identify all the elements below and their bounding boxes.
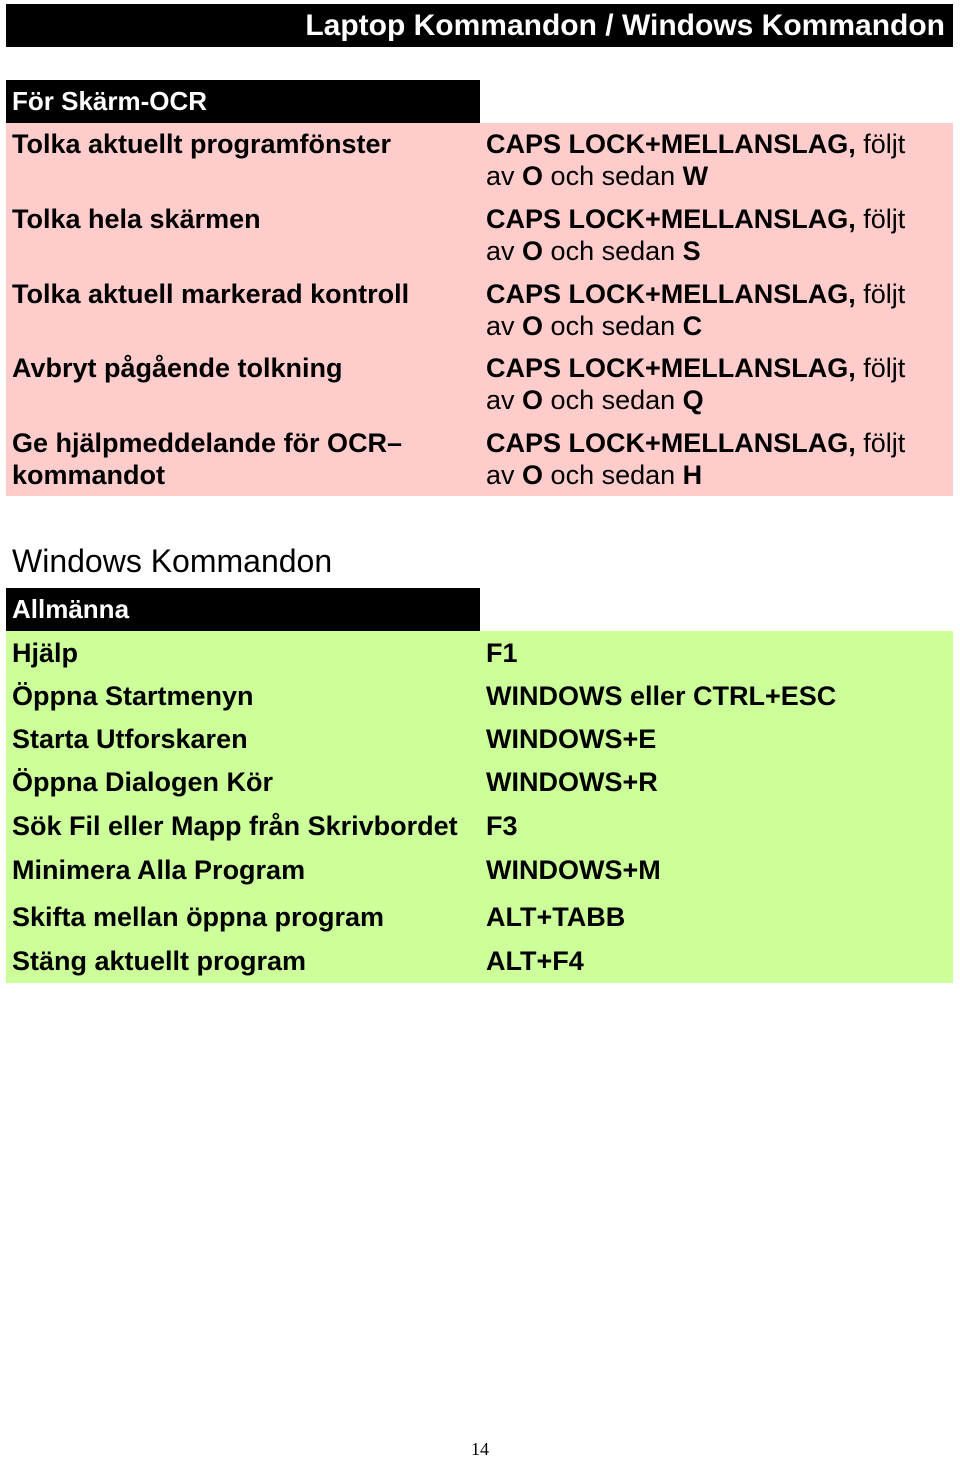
ocr-heading-text: För Skärm-OCR bbox=[12, 86, 208, 116]
command-label: Stäng aktuellt program bbox=[12, 946, 307, 976]
page-title: Laptop Kommandon / Windows Kommandon bbox=[305, 9, 945, 42]
command-label: Skifta mellan öppna program bbox=[12, 902, 385, 932]
shortcut-keys: CAPS LOCK+MELLANSLAG, följt av O och sedan S bbox=[486, 204, 906, 266]
shortcut-keys: ALT+TABB bbox=[486, 902, 626, 932]
shortcut-keys: CAPS LOCK+MELLANSLAG, följt av O och sedan C bbox=[486, 279, 906, 341]
command-label: Öppna Dialogen Kör bbox=[12, 767, 274, 797]
ocr-section-heading bbox=[6, 80, 480, 123]
shortcut-keys: F1 bbox=[486, 638, 518, 668]
ocr-command-table bbox=[6, 123, 953, 496]
command-label: Hjälp bbox=[12, 638, 79, 668]
command-label: Tolka hela skärmen bbox=[12, 204, 261, 234]
shortcut-keys: CAPS LOCK+MELLANSLAG, följt av O och sedan Q bbox=[486, 353, 906, 415]
page-header bbox=[6, 4, 953, 47]
windows-command-table bbox=[6, 631, 953, 983]
command-label: Öppna Startmenyn bbox=[12, 681, 254, 711]
shortcut-keys: WINDOWS eller CTRL+ESC bbox=[486, 681, 837, 711]
command-label: Minimera Alla Program bbox=[12, 855, 306, 885]
shortcut-keys: F3 bbox=[486, 811, 518, 841]
command-label: Sök Fil eller Mapp från Skrivbordet bbox=[12, 811, 458, 841]
command-label: Starta Utforskaren bbox=[12, 724, 248, 754]
page-number: 14 bbox=[471, 1439, 489, 1459]
windows-section-title: Windows Kommandon bbox=[12, 543, 333, 579]
command-label: Tolka aktuellt programfönster bbox=[12, 129, 392, 159]
shortcut-keys: ALT+F4 bbox=[486, 946, 584, 976]
general-heading-text: Allmänna bbox=[12, 594, 130, 624]
command-label: Ge hjälpmeddelande för OCR– kommandot bbox=[12, 428, 403, 490]
command-label: Tolka aktuell markerad kontroll bbox=[12, 279, 410, 309]
shortcut-keys: CAPS LOCK+MELLANSLAG, följt av O och sedan H bbox=[486, 428, 906, 490]
command-label: Avbryt pågående tolkning bbox=[12, 353, 343, 383]
shortcut-keys: CAPS LOCK+MELLANSLAG, följt av O och sedan W bbox=[486, 129, 906, 191]
shortcut-keys: WINDOWS+R bbox=[486, 767, 658, 797]
general-section-heading bbox=[6, 588, 480, 631]
shortcut-keys: WINDOWS+M bbox=[486, 855, 661, 885]
shortcut-keys: WINDOWS+E bbox=[486, 724, 657, 754]
